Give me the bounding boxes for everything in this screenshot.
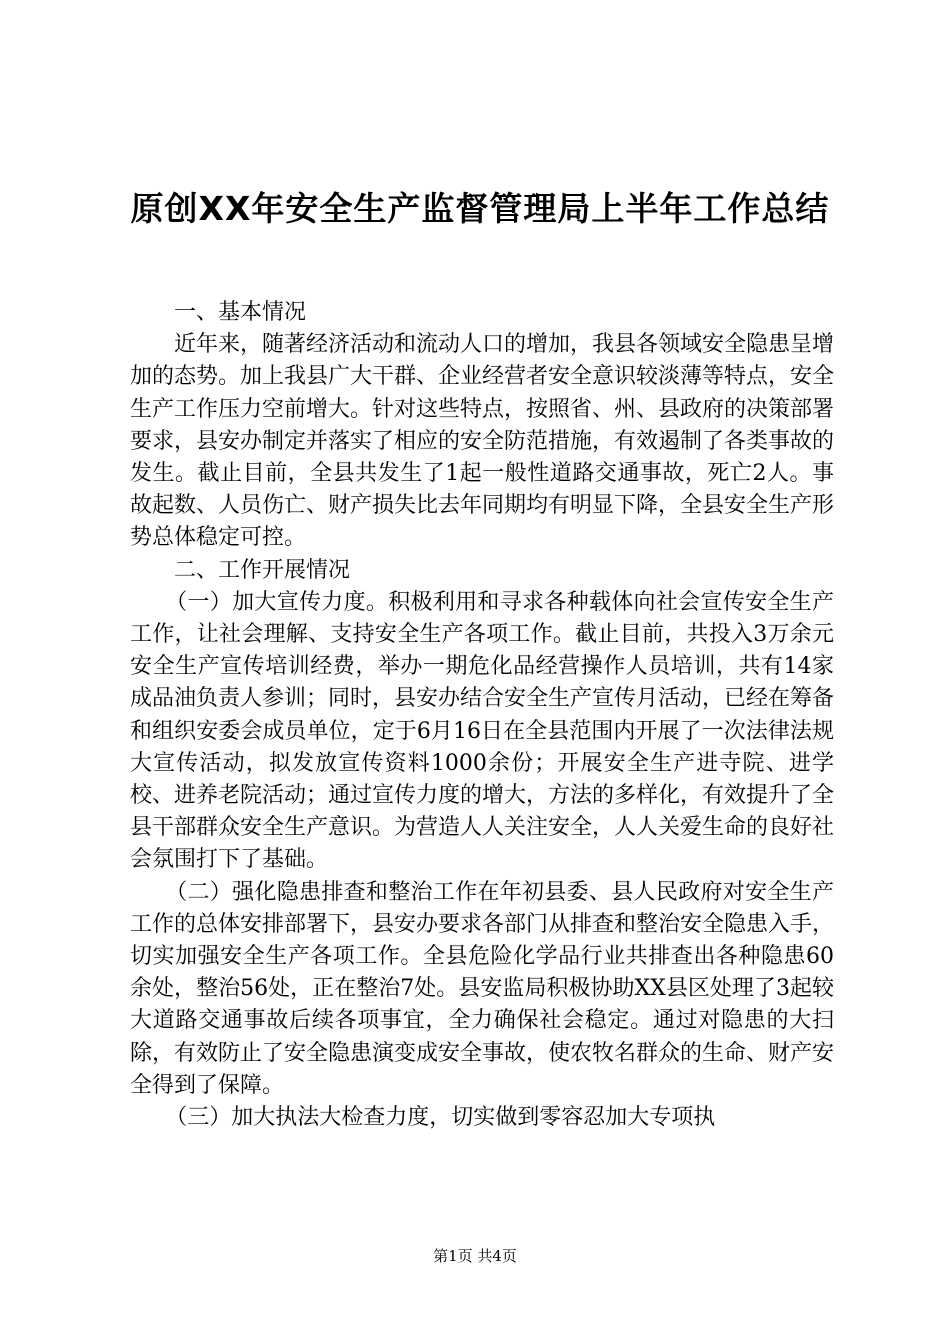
paragraph-publicity: （一）加大宣传力度。积极利用和寻求各种载体向社会宣传安全生产工作，让社会理解、支持安全生产各项工作。截止目前，共投入3万余元安全生产宣传培训经费，举办一期危化品经营操作人员培训，共有14家成品油负责人参训；同时，县安办结合安全生产宣传月活动，已经在筹备和组织安委会成员单位，定于6月16日在全县范围内开展了一次法律法规大宣传活动，拟发放宣传资料1000余份；开展安全生产进寺院、进学校、进养老院活动；通过宣传力度的增大，方法的多样化，有效提升了全县干部群众安全生产意识。为营造人人关注安全，人人关爱生命的良好社会氛围打下了基础。 [130,589,835,873]
document-body [130,297,834,1134]
document-title: 原创XX年安全生产监督管理局上半年工作总结 [130,189,830,228]
section-heading-work: 二、工作开展情况 [174,557,351,583]
paragraph-enforcement: （三）加大执法大检查力度，切实做到零容忍加大专项执 [165,1105,716,1131]
paragraph-hazard-inspection: （二）强化隐患排查和整治工作在年初县委、县人民政府对安全生产工作的总体安排部署下，县安办要求各部门从排查和整治安全隐患入手，切实加强安全生产各项工作。全县危险化学品行业共排查出各种隐患60余处，整治56处，正在整治7处。县安监局积极协助XX县区处理了3起较大道路交通事故后续各项事宜，全力确保社会稳定。通过对隐患的大扫除，有效防止了安全隐患演变成安全事故，使农牧名群众的生命、财产安全得到了保障。 [130,879,835,1098]
page-footer: 第1页 共4页 [433,1247,517,1265]
paragraph-basic-situation: 近年来，随著经济活动和流动人口的增加，我县各领域安全隐患呈增加的态势。加上我县广大干群、企业经营者安全意识较淡薄等特点，安全生产工作压力空前增大。针对这些特点，按照省、州、县政府的决策部署要求，县安办制定并落实了相应的安全防范措施，有效遏制了各类事故的发生。截止目前，全县共发生了1起一般性道路交通事故，死亡2人。事故起数、人员伤亡、财产损失比去年同期均有明显下降，全县安全生产形势总体稳定可控。 [130,332,835,551]
section-heading-basic: 一、基本情况 [174,300,307,325]
